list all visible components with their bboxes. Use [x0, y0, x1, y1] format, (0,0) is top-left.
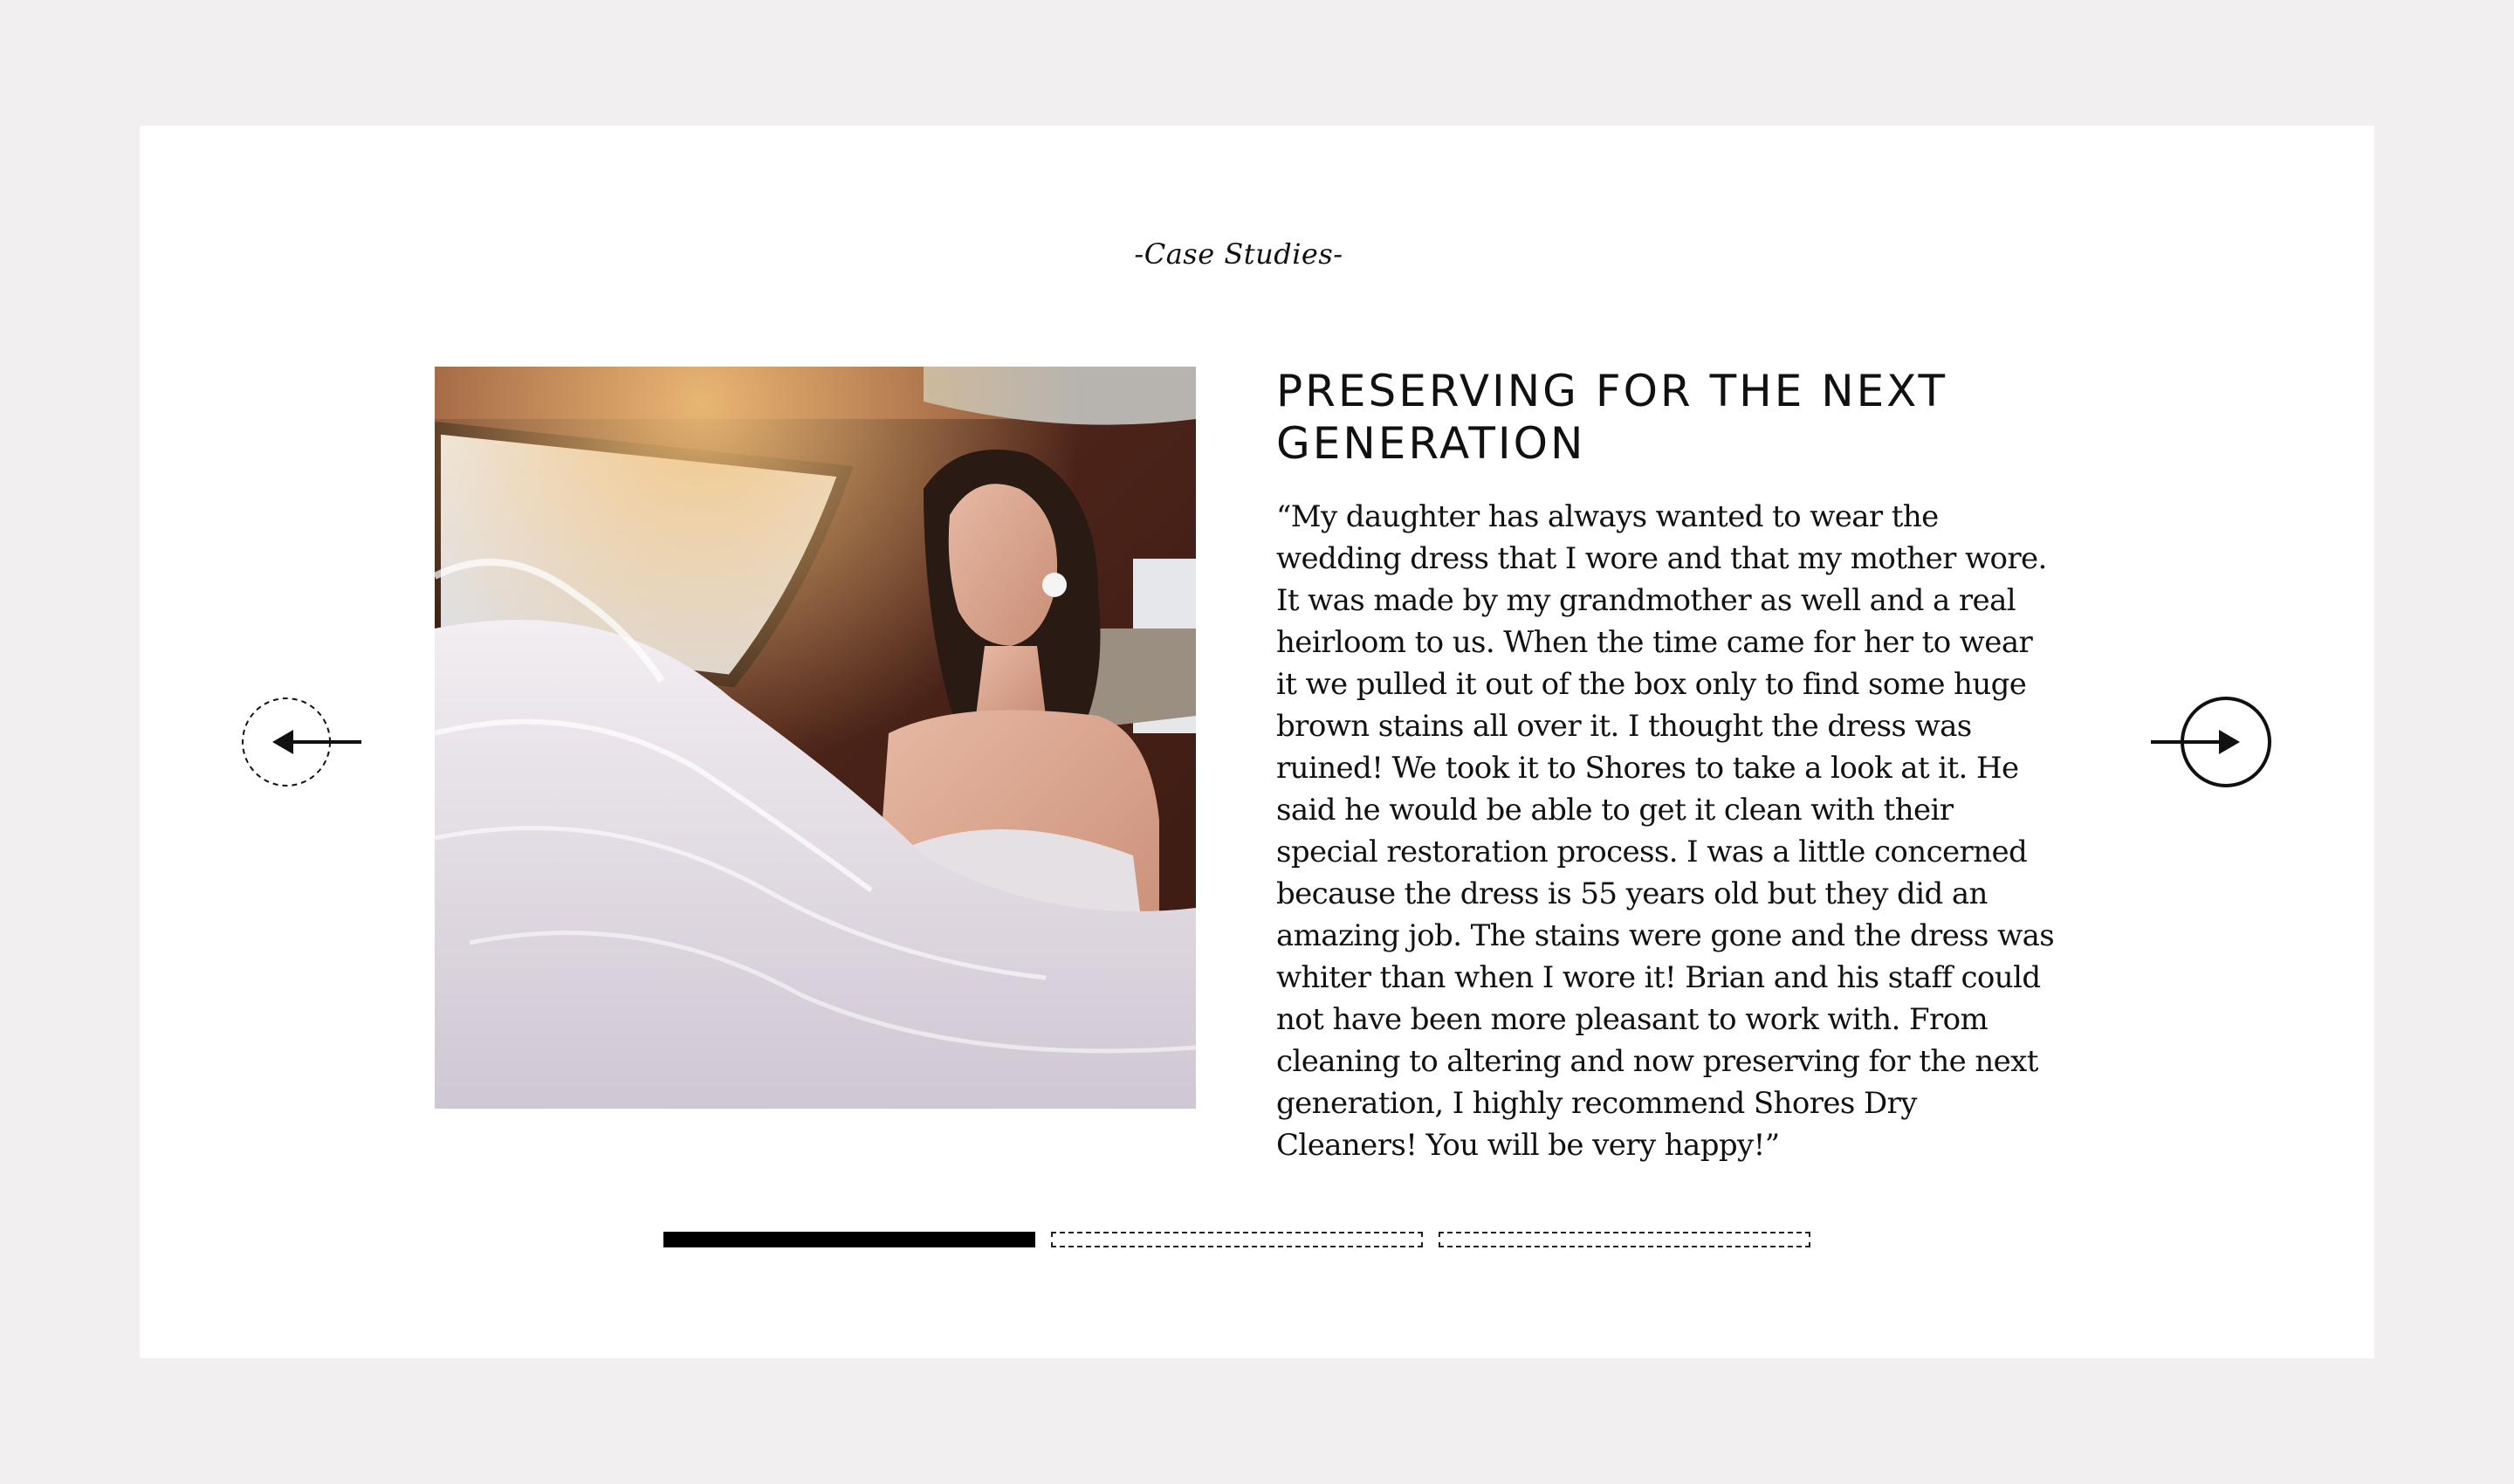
pager-segment-2[interactable]	[1051, 1232, 1423, 1247]
next-slide-button[interactable]	[2149, 694, 2271, 790]
section-eyebrow: -Case Studies-	[1134, 237, 1343, 271]
slide-pager	[663, 1232, 1810, 1247]
previous-slide-button[interactable]	[241, 694, 363, 790]
case-study-title: PRESERVING FOR THE NEXT GENERATION	[1276, 366, 1948, 469]
pager-segment-3[interactable]	[1439, 1232, 1810, 1247]
arrow-right-icon	[2149, 694, 2271, 790]
case-study-photo	[435, 367, 1196, 1109]
bride-photo-illustration	[435, 367, 1196, 1109]
arrow-left-icon	[241, 694, 363, 790]
pager-segment-1[interactable]	[663, 1232, 1035, 1247]
testimonial-quote: “My daughter has always wanted to wear the wedding dress that I wore and that my mother wore. It was made by my grandmother as well and a real heirloom to us. When the time came for her to wear it we pulled it out of the box only to find some huge brown stains all over it. I thought the dress was ruined! We took it to Shores to take a look at it. He said he would be able to get it clean with their special restoration process. I was a little concerned because the dress is 55 years old but they did an amazing job. The stains were gone and the dress was whiter than when I wore it! Brian and his staff could not have been more pleasant to work with. From cleaning to altering and now preserving for the next generation, I highly recommend Shores Dry Cleaners! You will be very happy!”	[1276, 499, 2055, 1163]
